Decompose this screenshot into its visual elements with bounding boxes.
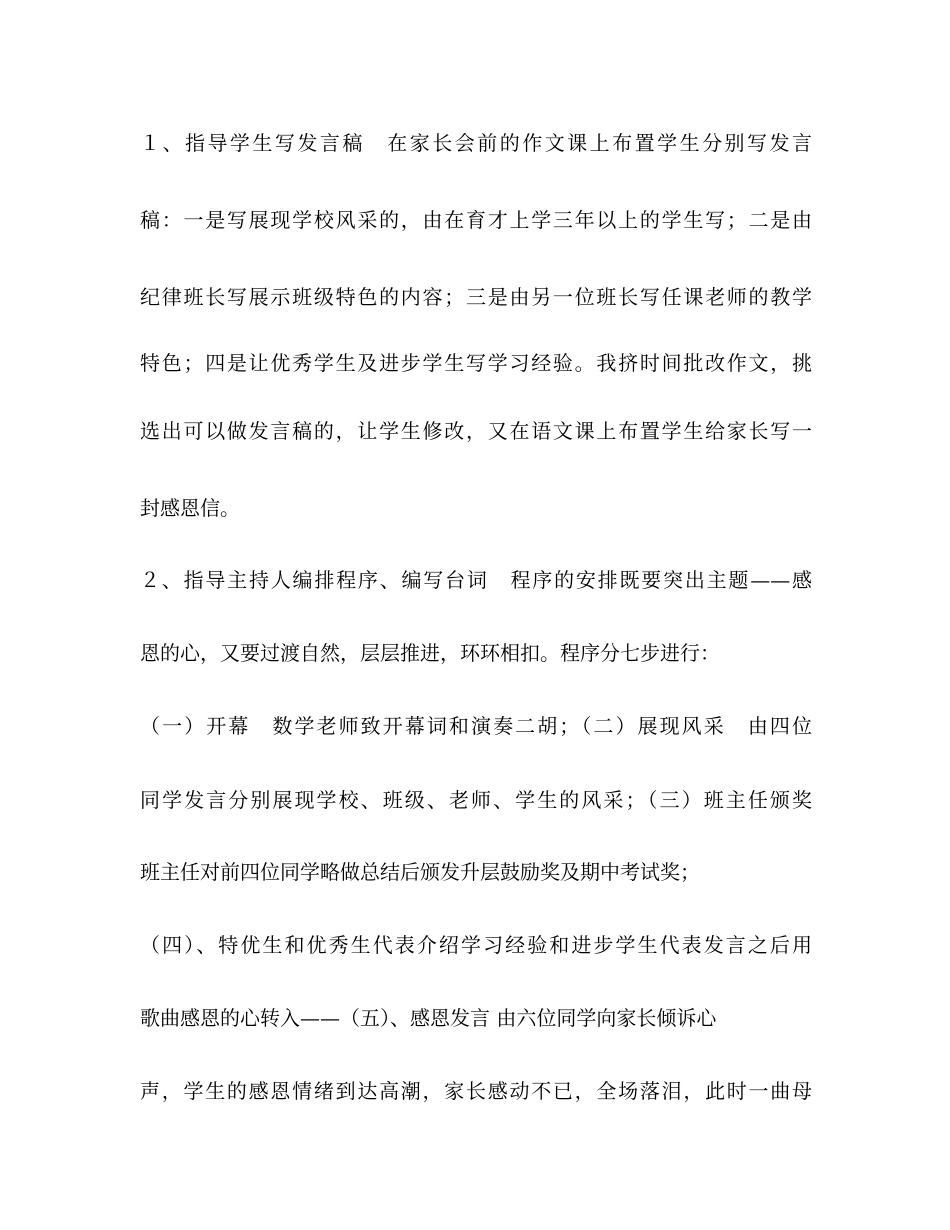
text-line-6: 封感恩信。 xyxy=(140,496,240,520)
text-line-13: 歌曲感恩的心转入——（五）、感恩发言 由六位同学向家长倾诉心 xyxy=(140,1006,717,1030)
text-line-10: 同学发言分别展现学校、班级、老师、学生的风采；（三）班主任颁奖 xyxy=(140,788,812,812)
text-line-9: （一）开幕 数学老师致开幕词和演奏二胡；（二）展现风采 由四位 xyxy=(140,714,812,738)
text-line-3: 纪律班长写展示班级特色的内容；三是由另一位班长写任课老师的教学 xyxy=(140,285,812,309)
text-line-7: ２、指导主持人编排程序、编写台词 程序的安排既要突出主题——感 xyxy=(140,568,812,592)
text-line-1: １、指导学生写发言稿 在家长会前的作文课上布置学生分别写发言 xyxy=(140,131,812,155)
text-line-5: 选出可以做发言稿的，让学生修改，又在语文课上布置学生给家长写一 xyxy=(140,419,812,443)
text-line-8: 恩的心，又要过渡自然，层层推进，环环相扣。程序分七步进行： xyxy=(140,641,720,665)
text-line-14: 声，学生的感恩情绪到达高潮，家长感动不已，全场落泪，此时一曲母 xyxy=(140,1079,812,1103)
text-line-2: 稿：一是写展现学校风采的，由在育才上学三年以上的学生写；二是由 xyxy=(140,208,812,232)
text-line-4: 特色；四是让优秀学生及进步学生写学习经验。我挤时间批改作文，挑 xyxy=(140,351,812,375)
text-line-11: 班主任对前四位同学略做总结后颁发升层鼓励奖及期中考试奖； xyxy=(140,860,700,884)
text-line-12: （四）、特优生和优秀生代表介绍学习经验和进步学生代表发言之后用 xyxy=(140,933,812,957)
